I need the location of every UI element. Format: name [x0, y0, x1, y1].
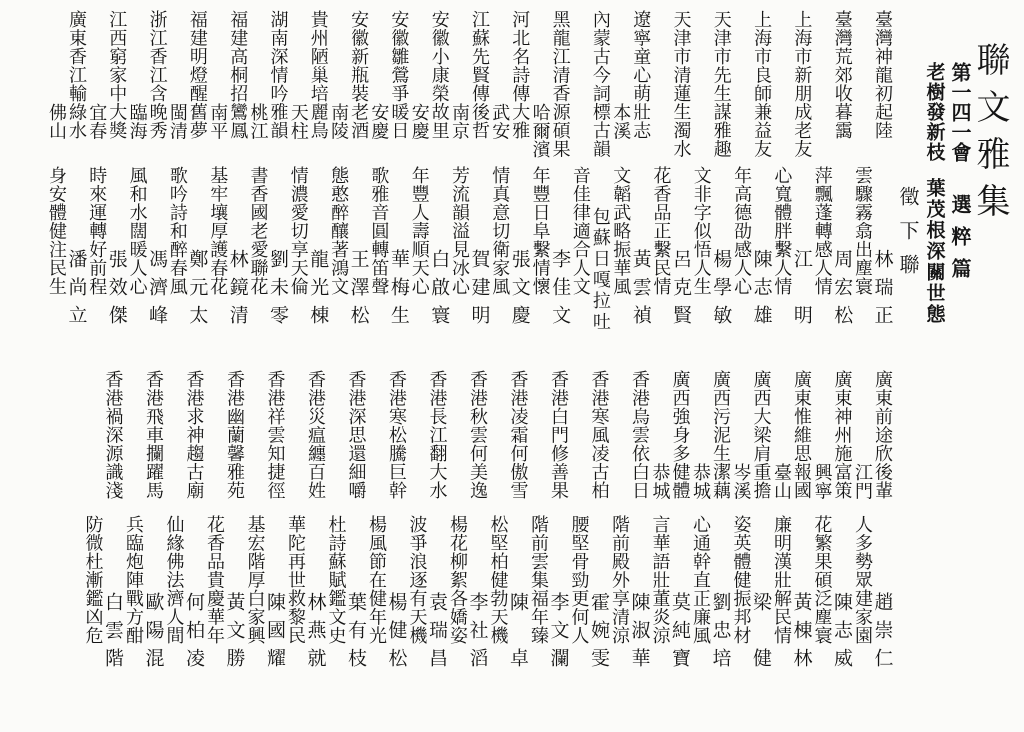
second-line: 雲驟霧翕出塵寰	[852, 166, 873, 296]
second-line: 兵臨炮陣戰方酣	[123, 515, 144, 645]
locality-label: 佛山	[46, 102, 67, 140]
entry-head	[630, 370, 648, 500]
second-line: 花繁果碩泛塵寰	[811, 515, 833, 645]
second-line: 態憨醉釀著鴻文	[328, 166, 350, 296]
second-line: 腰堅骨勁更何人	[568, 515, 590, 645]
region-label: 廣東	[791, 370, 812, 407]
second-line: 廉明漢壯解民情	[771, 515, 792, 645]
second-line: 人多勢眾建家園	[852, 515, 873, 645]
session-number: 第一四一會	[948, 62, 972, 162]
lower-entry	[164, 368, 204, 678]
locality-label: 桃江	[247, 102, 269, 140]
lower-entry	[852, 368, 892, 678]
upper-entry	[570, 8, 610, 335]
author-name: 莫純寶	[669, 592, 691, 676]
first-line: 前途欣後輩	[872, 407, 893, 500]
region-label: 廣東	[872, 370, 893, 407]
first-line: 凌霜何傲雪	[507, 407, 529, 500]
first-line: 先賢傳後哲	[469, 47, 490, 140]
author-name: 龍光棟	[307, 249, 330, 333]
locality-label: 興寧	[811, 462, 833, 500]
lower-entry	[407, 368, 447, 678]
second-line: 歌雅音圓轉笛聲	[368, 166, 390, 296]
first-line: 窮家中大獎	[106, 47, 128, 140]
entry-head	[430, 10, 448, 140]
second-line: 時來運轉好前程	[86, 166, 108, 296]
entry-head	[792, 370, 810, 500]
first-line: 香江含晚秀	[146, 47, 168, 140]
author-name: 陳 卓	[507, 592, 529, 676]
author-name: 林燕就	[304, 592, 327, 676]
upper-entry	[127, 8, 167, 335]
upper-entry	[530, 8, 570, 335]
second-line: 情真意切衛家風	[489, 166, 511, 296]
second-line: 華陀再世救黎民	[285, 515, 306, 645]
region-label: 安徽	[428, 10, 450, 47]
lower-entry	[83, 368, 123, 678]
second-line: 心通幹直正廉風	[690, 515, 711, 645]
locality-label: 宜春	[86, 102, 108, 140]
second-line: 楊花柳絮各嬌姿	[447, 515, 468, 645]
entry-head	[306, 370, 324, 500]
lower-entry	[204, 368, 244, 678]
second-line: 年高德劭感人心	[731, 166, 753, 296]
second-line: 年豐人壽順天心	[408, 166, 430, 296]
entry-head	[509, 10, 531, 140]
locality-label: 江門	[852, 462, 873, 500]
locality-label: 岑溪	[730, 462, 752, 500]
entry-head	[672, 10, 690, 158]
lower-entry	[731, 368, 771, 678]
entry-head	[470, 10, 488, 140]
lower-entry	[245, 368, 285, 678]
entry-head	[428, 370, 446, 500]
second-line: 波爭浪逐有天機	[406, 515, 428, 645]
region-label: 福建	[227, 10, 249, 47]
first-line: 白門修善果	[548, 407, 569, 500]
first-line: 幽蘭馨雅苑	[224, 407, 245, 500]
second-line: 言華語壯董炎涼	[649, 515, 671, 645]
entry-head	[630, 10, 652, 140]
second-line: 身安體健注民生	[46, 166, 67, 296]
entry-head	[751, 10, 773, 158]
author-name: 黃棟林	[790, 592, 813, 676]
upper-entry	[610, 8, 650, 335]
second-line: 文韜武略振華風	[610, 166, 632, 296]
upper-entry	[651, 8, 691, 335]
upper-entry	[489, 8, 529, 335]
author-name: 楊學敏	[710, 249, 733, 333]
region-label: 廣東	[66, 10, 87, 47]
region-label: 香港	[386, 370, 407, 407]
locality-label: 恭城	[690, 462, 711, 500]
second-line: 仙緣佛法濟人間	[163, 515, 185, 645]
region-label: 浙江	[146, 10, 168, 47]
first-line: 禍深源識淺	[102, 407, 124, 500]
author-name: 劉未零	[267, 249, 289, 333]
author-name: 張文慶	[508, 249, 531, 333]
region-label: 安徽	[388, 10, 410, 47]
author-name: 陳志雄	[750, 249, 773, 333]
first-line: 污泥生潔藕	[710, 407, 731, 500]
author-name: 白雲階	[102, 592, 124, 676]
author-name: 歐陽混	[142, 592, 165, 676]
second-line: 花香品正繫民情	[650, 166, 672, 296]
lower-entry	[123, 368, 163, 678]
region-label: 江蘇	[469, 10, 490, 47]
first-line: 災瘟纏百姓	[305, 407, 326, 500]
first-line: 名詩傳大雅	[509, 47, 531, 140]
region-label: 廣西	[669, 370, 691, 407]
first-line: 秋雲何美逸	[467, 407, 488, 500]
entry-head	[269, 10, 287, 140]
first-line: 惟維思報國	[791, 407, 812, 500]
region-label: 黑龍江	[549, 10, 571, 66]
first-line: 神州施富策	[831, 407, 853, 500]
section-name: 選粹篇	[948, 194, 972, 290]
upper-entry	[288, 8, 328, 335]
region-label: 香港	[345, 370, 367, 407]
second-line: 音佳律適合人文	[569, 166, 591, 296]
entry-head	[185, 370, 203, 500]
locality-label: 南京	[449, 102, 470, 140]
author-name: 賀建明	[468, 249, 491, 333]
lower-entry	[569, 368, 609, 678]
upper-entry	[409, 8, 449, 335]
first-line: 清香源碩果	[549, 65, 571, 158]
region-label: 貴州	[307, 10, 329, 47]
author-name: 華梅生	[387, 249, 410, 333]
locality-label: 南平	[207, 102, 229, 140]
author-name: 黃雲禎	[629, 249, 652, 333]
author-name: 楊健松	[385, 592, 408, 676]
author-name: 周宏松	[831, 249, 854, 333]
second-line: 芳流韻溢見冰心	[449, 166, 470, 296]
upper-entry	[812, 8, 852, 335]
upper-entry	[328, 8, 368, 335]
locality-label: 武安	[489, 102, 511, 140]
first-line: 深思還細嚼	[345, 407, 367, 500]
first-line: 神龍初起陸	[872, 47, 893, 140]
upper-entry	[771, 8, 811, 335]
author-name: 梁 健	[750, 592, 772, 676]
second-line: 階前殿外享清涼	[609, 515, 630, 645]
author-name: 江 明	[790, 249, 813, 333]
second-line: 階前雲集福年臻	[528, 515, 549, 645]
region-label: 福建	[186, 10, 208, 47]
lower-entry	[771, 368, 811, 678]
entry-head	[591, 10, 609, 158]
first-line: 雛鶯爭暖日	[388, 47, 410, 140]
author-name: 潘尚立	[65, 249, 88, 333]
author-name: 王澤松	[347, 249, 370, 333]
second-line: 歌吟詩和醉春風	[166, 166, 188, 296]
region-label: 香港	[426, 370, 448, 407]
locality-label: 臺山	[771, 462, 792, 500]
region-label: 天津市	[710, 10, 732, 66]
first-line: 荒郊收暮靄	[831, 47, 853, 140]
first-line: 清蓮生濁水	[670, 65, 692, 158]
author-name: 霍婉雯	[588, 592, 610, 676]
upper-entry	[167, 8, 207, 335]
entry-head	[468, 370, 486, 500]
second-line: 防微杜漸鑑凶危	[82, 515, 104, 645]
upper-entry	[46, 8, 86, 335]
author-name: 袁瑞昌	[426, 592, 448, 676]
first-line: 小康榮故里	[428, 47, 450, 140]
locality-label: 安慶	[408, 102, 430, 140]
author-name: 呂克賢	[670, 249, 692, 333]
first-line: 寒風凌古柏	[588, 407, 610, 500]
first-line: 祥雲知捷徑	[264, 407, 286, 500]
lower-entry	[690, 368, 730, 678]
region-label: 廣東	[831, 370, 853, 407]
author-name: 何柏凌	[183, 592, 205, 676]
lower-entry	[326, 368, 366, 678]
lower-entry	[812, 368, 852, 678]
region-label: 香港	[588, 370, 610, 407]
first-line: 強身多健體	[669, 407, 691, 500]
entry-head	[671, 370, 689, 500]
region-label: 香港	[264, 370, 286, 407]
upper-entry	[731, 8, 771, 335]
region-label: 臺灣	[872, 10, 893, 47]
second-line: 文非字似悟人生	[690, 166, 712, 296]
entry-head	[388, 10, 410, 140]
author-name: 李社滔	[466, 592, 489, 676]
locality-label: 本溪	[610, 102, 632, 140]
region-label: 湖南	[267, 10, 289, 47]
region-label: 遼寧	[630, 10, 652, 47]
entry-head	[873, 370, 891, 500]
locality-label: 天柱	[287, 102, 309, 140]
region-label: 天津市	[670, 10, 692, 66]
first-line: 明燈醒舊夢	[186, 47, 208, 140]
first-line: 陋巢培麗鳥	[307, 47, 329, 140]
lower-entry	[366, 368, 406, 678]
author-name: 白啟寰	[428, 249, 451, 333]
masthead	[890, 30, 1020, 340]
author-name: 鄭元太	[186, 249, 209, 333]
author-name: 馮濟峰	[146, 249, 169, 333]
locality-label: 恭城	[649, 462, 671, 500]
entry-head	[347, 370, 365, 500]
region-label: 內蒙古	[589, 10, 611, 66]
region-label: 臺灣	[831, 10, 853, 47]
call-for-entries: 徵下聯	[896, 186, 920, 288]
lower-entry	[528, 368, 568, 678]
author-name: 包蘇日嘎拉吐	[589, 207, 611, 333]
region-label: 廣西	[750, 370, 772, 407]
entry-head	[711, 370, 729, 500]
upper-entry	[368, 8, 408, 335]
entry-head	[227, 10, 249, 140]
entry-head	[833, 10, 851, 140]
lower-entry	[609, 368, 649, 678]
region-label: 香港	[305, 370, 326, 407]
author-name: 林鏡清	[226, 249, 249, 333]
entry-head	[551, 10, 569, 158]
upper-entry	[852, 8, 892, 335]
author-name: 葉有枝	[345, 592, 367, 676]
first-line: 飛車攔躍馬	[143, 407, 164, 500]
locality-label: 閩清	[166, 102, 188, 140]
second-line: 心寬體胖繫人情	[771, 166, 793, 296]
entry-head	[712, 10, 730, 158]
first-line: 良師兼益友	[751, 65, 773, 158]
prompt-first-line: 老樹發新枝	[923, 62, 946, 162]
upper-entry	[248, 8, 288, 335]
region-label: 江西	[106, 10, 128, 47]
entry-head	[104, 370, 122, 500]
prompt-second-line: 葉茂根深關世態	[923, 178, 946, 325]
first-line: 長江翻大水	[426, 407, 448, 500]
entry-head	[266, 370, 284, 500]
lower-entry	[447, 368, 487, 678]
entry-head	[873, 10, 891, 140]
region-label: 香港	[102, 370, 124, 407]
first-line: 高桐招鸞鳳	[227, 47, 249, 140]
second-line: 情濃愛切享天倫	[287, 166, 309, 296]
upper-entry	[449, 8, 489, 335]
author-name: 劉忠培	[709, 592, 732, 676]
second-line: 年豐日阜繫情懷	[529, 166, 551, 296]
second-line: 姿英體健振邦材	[730, 515, 752, 645]
locality-label: 安慶	[368, 102, 390, 140]
author-name: 趙崇仁	[871, 592, 894, 676]
entry-head	[348, 10, 370, 140]
region-label: 河北	[509, 10, 531, 47]
region-label: 香港	[183, 370, 205, 407]
first-line: 寒松騰巨幹	[386, 407, 407, 500]
first-line: 今詞標古韻	[589, 65, 611, 158]
entry-head	[752, 370, 770, 500]
region-label: 香港	[467, 370, 488, 407]
upper-entry	[207, 8, 247, 335]
entry-head	[309, 10, 327, 140]
entry-head	[188, 10, 206, 140]
second-line: 花香品貴慶華年	[204, 515, 225, 645]
locality-label: 臨海	[126, 102, 148, 140]
second-line: 基牢壤厚護春花	[207, 166, 229, 296]
first-line: 童心萌壯志	[630, 47, 652, 140]
author-name: 林瑞正	[871, 249, 894, 333]
second-line: 杜詩蘇賦鑑文史	[325, 515, 347, 645]
region-label: 廣西	[710, 370, 731, 407]
author-name: 李文瀾	[547, 592, 570, 676]
author-name: 陳志威	[831, 592, 853, 676]
region-label: 香港	[629, 370, 650, 407]
second-line: 萍飄蓬轉感人情	[811, 166, 833, 296]
entry-head	[225, 370, 243, 500]
entry-head	[144, 370, 162, 500]
first-line: 大梁肩重擔	[750, 407, 772, 500]
entry-head	[590, 370, 608, 500]
region-label: 香港	[548, 370, 569, 407]
second-line: 書香國老愛聯花	[247, 166, 269, 296]
author-name: 陳淑華	[628, 592, 651, 676]
first-line: 香江輸綠水	[66, 47, 87, 140]
second-line: 風和水闊暖人心	[126, 166, 148, 296]
author-name: 李佳文	[549, 249, 572, 333]
entry-head	[549, 370, 567, 500]
entry-head	[791, 10, 813, 158]
entry-head	[148, 10, 166, 140]
page-title: 聯文雅集	[970, 42, 1010, 230]
author-name: 張效傑	[105, 249, 128, 333]
lower-entry	[650, 368, 690, 678]
entry-head	[509, 370, 527, 500]
second-line: 松堅柏健勃天機	[487, 515, 509, 645]
first-line: 新瓶裝老酒	[348, 47, 370, 140]
first-line: 求神趨古廟	[183, 407, 205, 500]
first-line: 深情吟雅韻	[267, 47, 289, 140]
entry-head	[833, 370, 851, 500]
author-name: 黃文勝	[223, 592, 246, 676]
first-line: 先生謀雅趣	[710, 65, 732, 158]
first-line: 新朋成老友	[791, 65, 813, 158]
second-line: 楊風節在健年光	[366, 515, 387, 645]
lower-entry	[285, 368, 325, 678]
region-label: 上海市	[791, 10, 813, 66]
entry-head	[106, 10, 128, 140]
lower-entry	[488, 368, 528, 678]
first-line: 烏雲依白日	[629, 407, 650, 500]
region-label: 上海市	[751, 10, 773, 66]
region-label: 香港	[507, 370, 529, 407]
locality-label: 南陵	[328, 102, 350, 140]
region-label: 香港	[143, 370, 164, 407]
upper-entry	[86, 8, 126, 335]
locality-label: 哈爾濱	[529, 102, 551, 158]
entry-head	[67, 10, 85, 140]
author-name: 陳國耀	[264, 592, 286, 676]
entry-head	[387, 370, 405, 500]
region-label: 香港	[224, 370, 245, 407]
second-line: 基宏階厚白家興	[244, 515, 266, 645]
region-label: 安徽	[348, 10, 370, 47]
upper-entry	[691, 8, 731, 335]
